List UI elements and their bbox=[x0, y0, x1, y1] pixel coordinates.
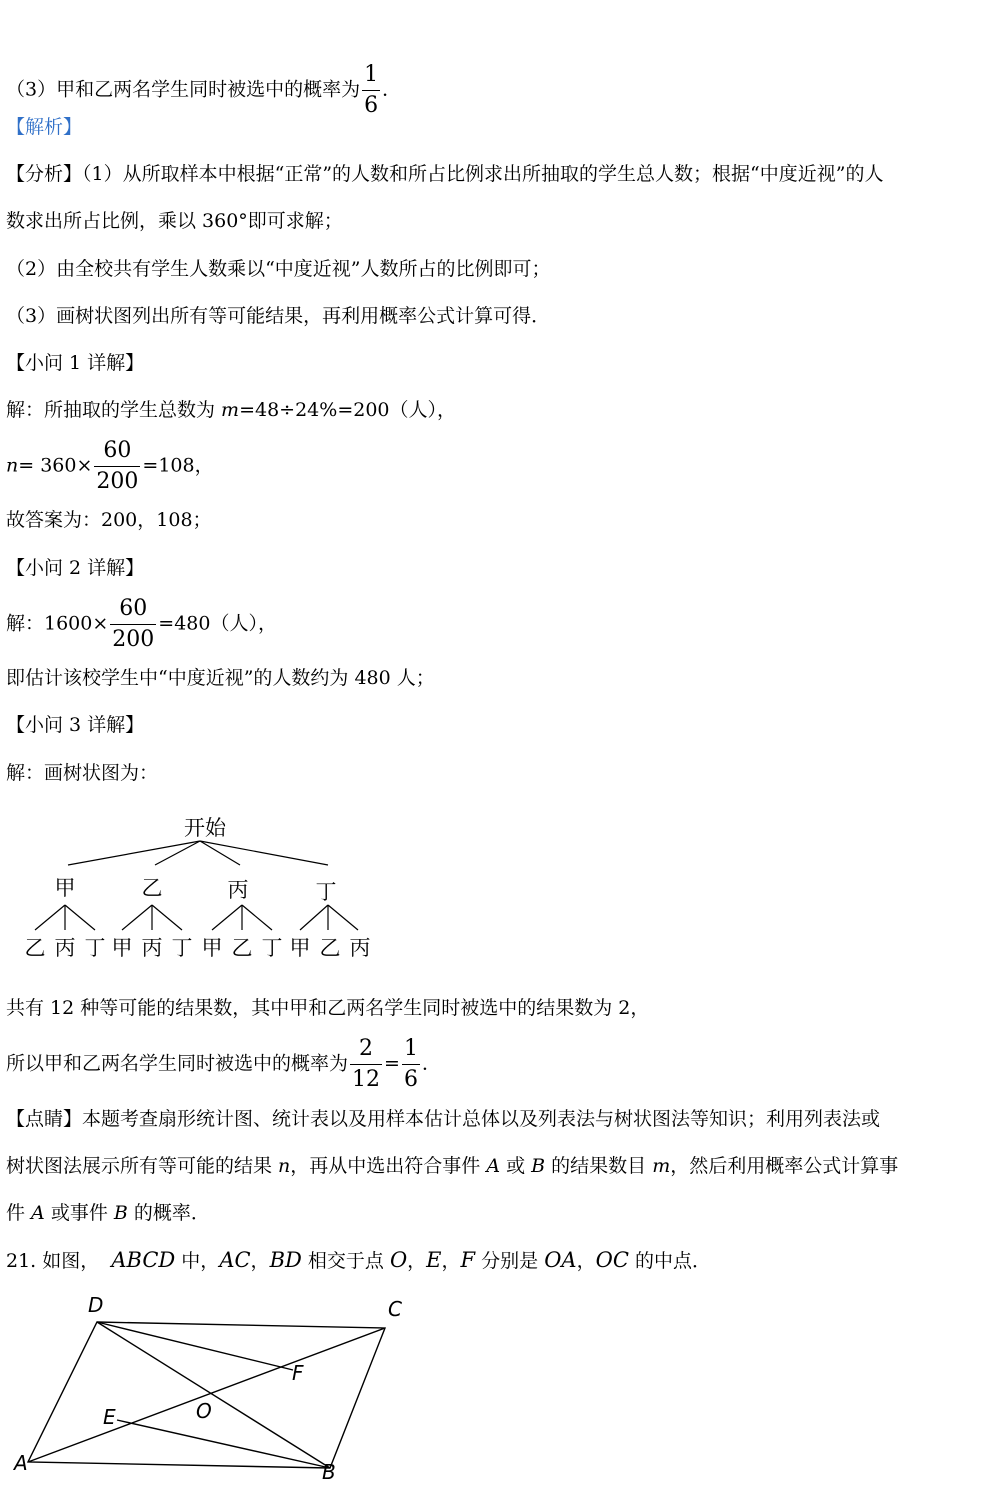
q3-answer-prefix: （3）甲和乙两名学生同时被选中的概率为 bbox=[6, 78, 361, 101]
label-D: D bbox=[88, 1293, 104, 1317]
sub3-line-1: 解：画树状图为： bbox=[6, 762, 159, 784]
var-m: m bbox=[652, 1155, 671, 1177]
tree-root-edges bbox=[68, 841, 328, 865]
tree-leaf: 乙 bbox=[319, 936, 341, 960]
sub1-fraction: $\frac{60}{200}$ bbox=[96, 438, 139, 494]
label-C: C bbox=[388, 1297, 402, 1321]
var-A: A bbox=[486, 1155, 501, 1177]
q3-answer-suffix: ． bbox=[382, 78, 402, 101]
q21-abcd: ABCD bbox=[111, 1248, 176, 1272]
dianjing-tag: 【点睛】 bbox=[6, 1108, 83, 1130]
tree-root-label: 开始 bbox=[184, 816, 226, 840]
sub2-line-2: 即估计该校学生中“中度近视”的人数约为 480 人； bbox=[6, 667, 435, 689]
analysis-line-2: 数求出所占比例，乘以 360°即可求解； bbox=[6, 210, 343, 232]
sub2-title: 【小问 2 详解】 bbox=[6, 557, 145, 579]
sub2-line-1 bbox=[6, 594, 277, 655]
dianjing-line-1 bbox=[6, 1107, 880, 1131]
label-O: O bbox=[196, 1399, 212, 1423]
sub1-var-n: n bbox=[6, 454, 19, 477]
sub3-fraction-1: $\frac{2}{12}$ bbox=[352, 1036, 381, 1092]
segment-df bbox=[97, 1322, 293, 1370]
dianjing-line-2: 树状图法展示所有等可能的结果 n，再从中选出符合事件 A 或 B 的结果数目 m，然后利用概率公式计算事 bbox=[6, 1155, 899, 1177]
edge-root-1 bbox=[68, 841, 200, 865]
tree-branch-4: 丁 bbox=[315, 880, 337, 904]
sub3-l3-post: ． bbox=[421, 1052, 441, 1075]
q3-answer-line bbox=[6, 60, 401, 121]
sub1-l2-pre: = 360× bbox=[18, 454, 93, 477]
tree-branch-2: 乙 bbox=[141, 876, 163, 900]
sub3-line-2: 共有 12 种等可能的结果数，其中甲和乙两名学生同时被选中的结果数为 2， bbox=[6, 997, 650, 1019]
sub2-fraction: $\frac{60}{200}$ bbox=[112, 596, 155, 652]
sub1-l2-post: =108， bbox=[142, 454, 214, 477]
sub1-line-3: 故答案为：200，108； bbox=[6, 509, 212, 531]
sub3-l3-pre: 所以甲和乙两名学生同时被选中的概率为 bbox=[6, 1052, 349, 1075]
sub1-var-m: m bbox=[221, 399, 240, 421]
var-B: B bbox=[113, 1202, 128, 1224]
var-A: A bbox=[31, 1202, 45, 1224]
label-E: E bbox=[103, 1405, 116, 1429]
label-B: B bbox=[322, 1460, 336, 1484]
label-A: A bbox=[14, 1451, 28, 1475]
tree-leaf: 甲 bbox=[111, 936, 133, 960]
tree-leaf: 丙 bbox=[141, 936, 163, 960]
sub2-l1-post: =480（人）， bbox=[158, 612, 277, 635]
dianjing-line-3: 件 A 或事件 B 的概率． bbox=[6, 1202, 210, 1224]
q3-answer-fraction: $\frac{1}{6}$ bbox=[364, 62, 379, 118]
sub2-l1-pre: 解：1600× bbox=[6, 612, 109, 635]
tree-leaf-edges bbox=[35, 905, 358, 930]
tree-leaf: 丙 bbox=[54, 936, 76, 960]
sub1-l1-post: =48÷24%=200（人）， bbox=[239, 399, 457, 421]
tree-branch-1: 甲 bbox=[54, 876, 76, 900]
q21-number: 21. 如图， bbox=[6, 1250, 100, 1272]
tree-leaf: 丁 bbox=[84, 936, 106, 960]
sub1-line-1 bbox=[6, 398, 456, 422]
sub1-title: 【小问 1 详解】 bbox=[6, 352, 145, 374]
tree-leaf: 甲 bbox=[201, 936, 223, 960]
analysis-line-3: （2）由全校共有学生人数乘以“中度近视”人数所占的比例即可； bbox=[6, 258, 551, 280]
tree-diagram bbox=[0, 805, 400, 970]
tree-leaf: 乙 bbox=[24, 936, 46, 960]
analysis-line-4: （3）画树状图列出所有等可能结果，再利用概率公式计算可得． bbox=[6, 305, 551, 327]
analysis-tag: 【分析】 bbox=[6, 163, 83, 185]
tree-leaf: 甲 bbox=[289, 936, 311, 960]
var-n: n bbox=[278, 1155, 291, 1177]
tree-leaf: 丁 bbox=[171, 936, 193, 960]
sub3-title: 【小问 3 详解】 bbox=[6, 714, 145, 736]
sub1-l1-pre: 解：所抽取的学生总数为 bbox=[6, 399, 222, 421]
sub3-fraction-2: $\frac{1}{6}$ bbox=[403, 1036, 418, 1092]
analysis-line-1 bbox=[6, 162, 883, 186]
label-F: F bbox=[292, 1361, 304, 1385]
q21-statement: 21. 如图， ABCD 中，AC，BD 相交于点 O，E，F 分别是 OA，OC 的中点． bbox=[6, 1248, 711, 1272]
sub3-line-3 bbox=[6, 1034, 441, 1095]
tree-branch-3: 丙 bbox=[227, 878, 249, 902]
sub1-line-2 bbox=[6, 436, 214, 497]
tree-leaf: 丁 bbox=[261, 936, 283, 960]
tree-leaf: 乙 bbox=[231, 936, 253, 960]
segment-eb bbox=[117, 1420, 330, 1468]
var-B: B bbox=[531, 1155, 546, 1177]
analysis-p1a: （1）从所取样本中根据“正常”的人数和所占比例求出所抽取的学生总人数；根据“中度近视”的人 bbox=[82, 163, 884, 185]
sub3-equals: = bbox=[384, 1052, 400, 1075]
diagonal-bd bbox=[97, 1322, 330, 1468]
dianjing-l1: 本题考查扇形统计图、统计表以及用样本估计总体以及列表法与树状图法等知识；利用列表法或 bbox=[82, 1108, 881, 1130]
tree-leaf: 丙 bbox=[349, 936, 371, 960]
parallelogram-figure bbox=[0, 1290, 420, 1485]
jiexi-heading: 【解析】 bbox=[6, 116, 83, 138]
